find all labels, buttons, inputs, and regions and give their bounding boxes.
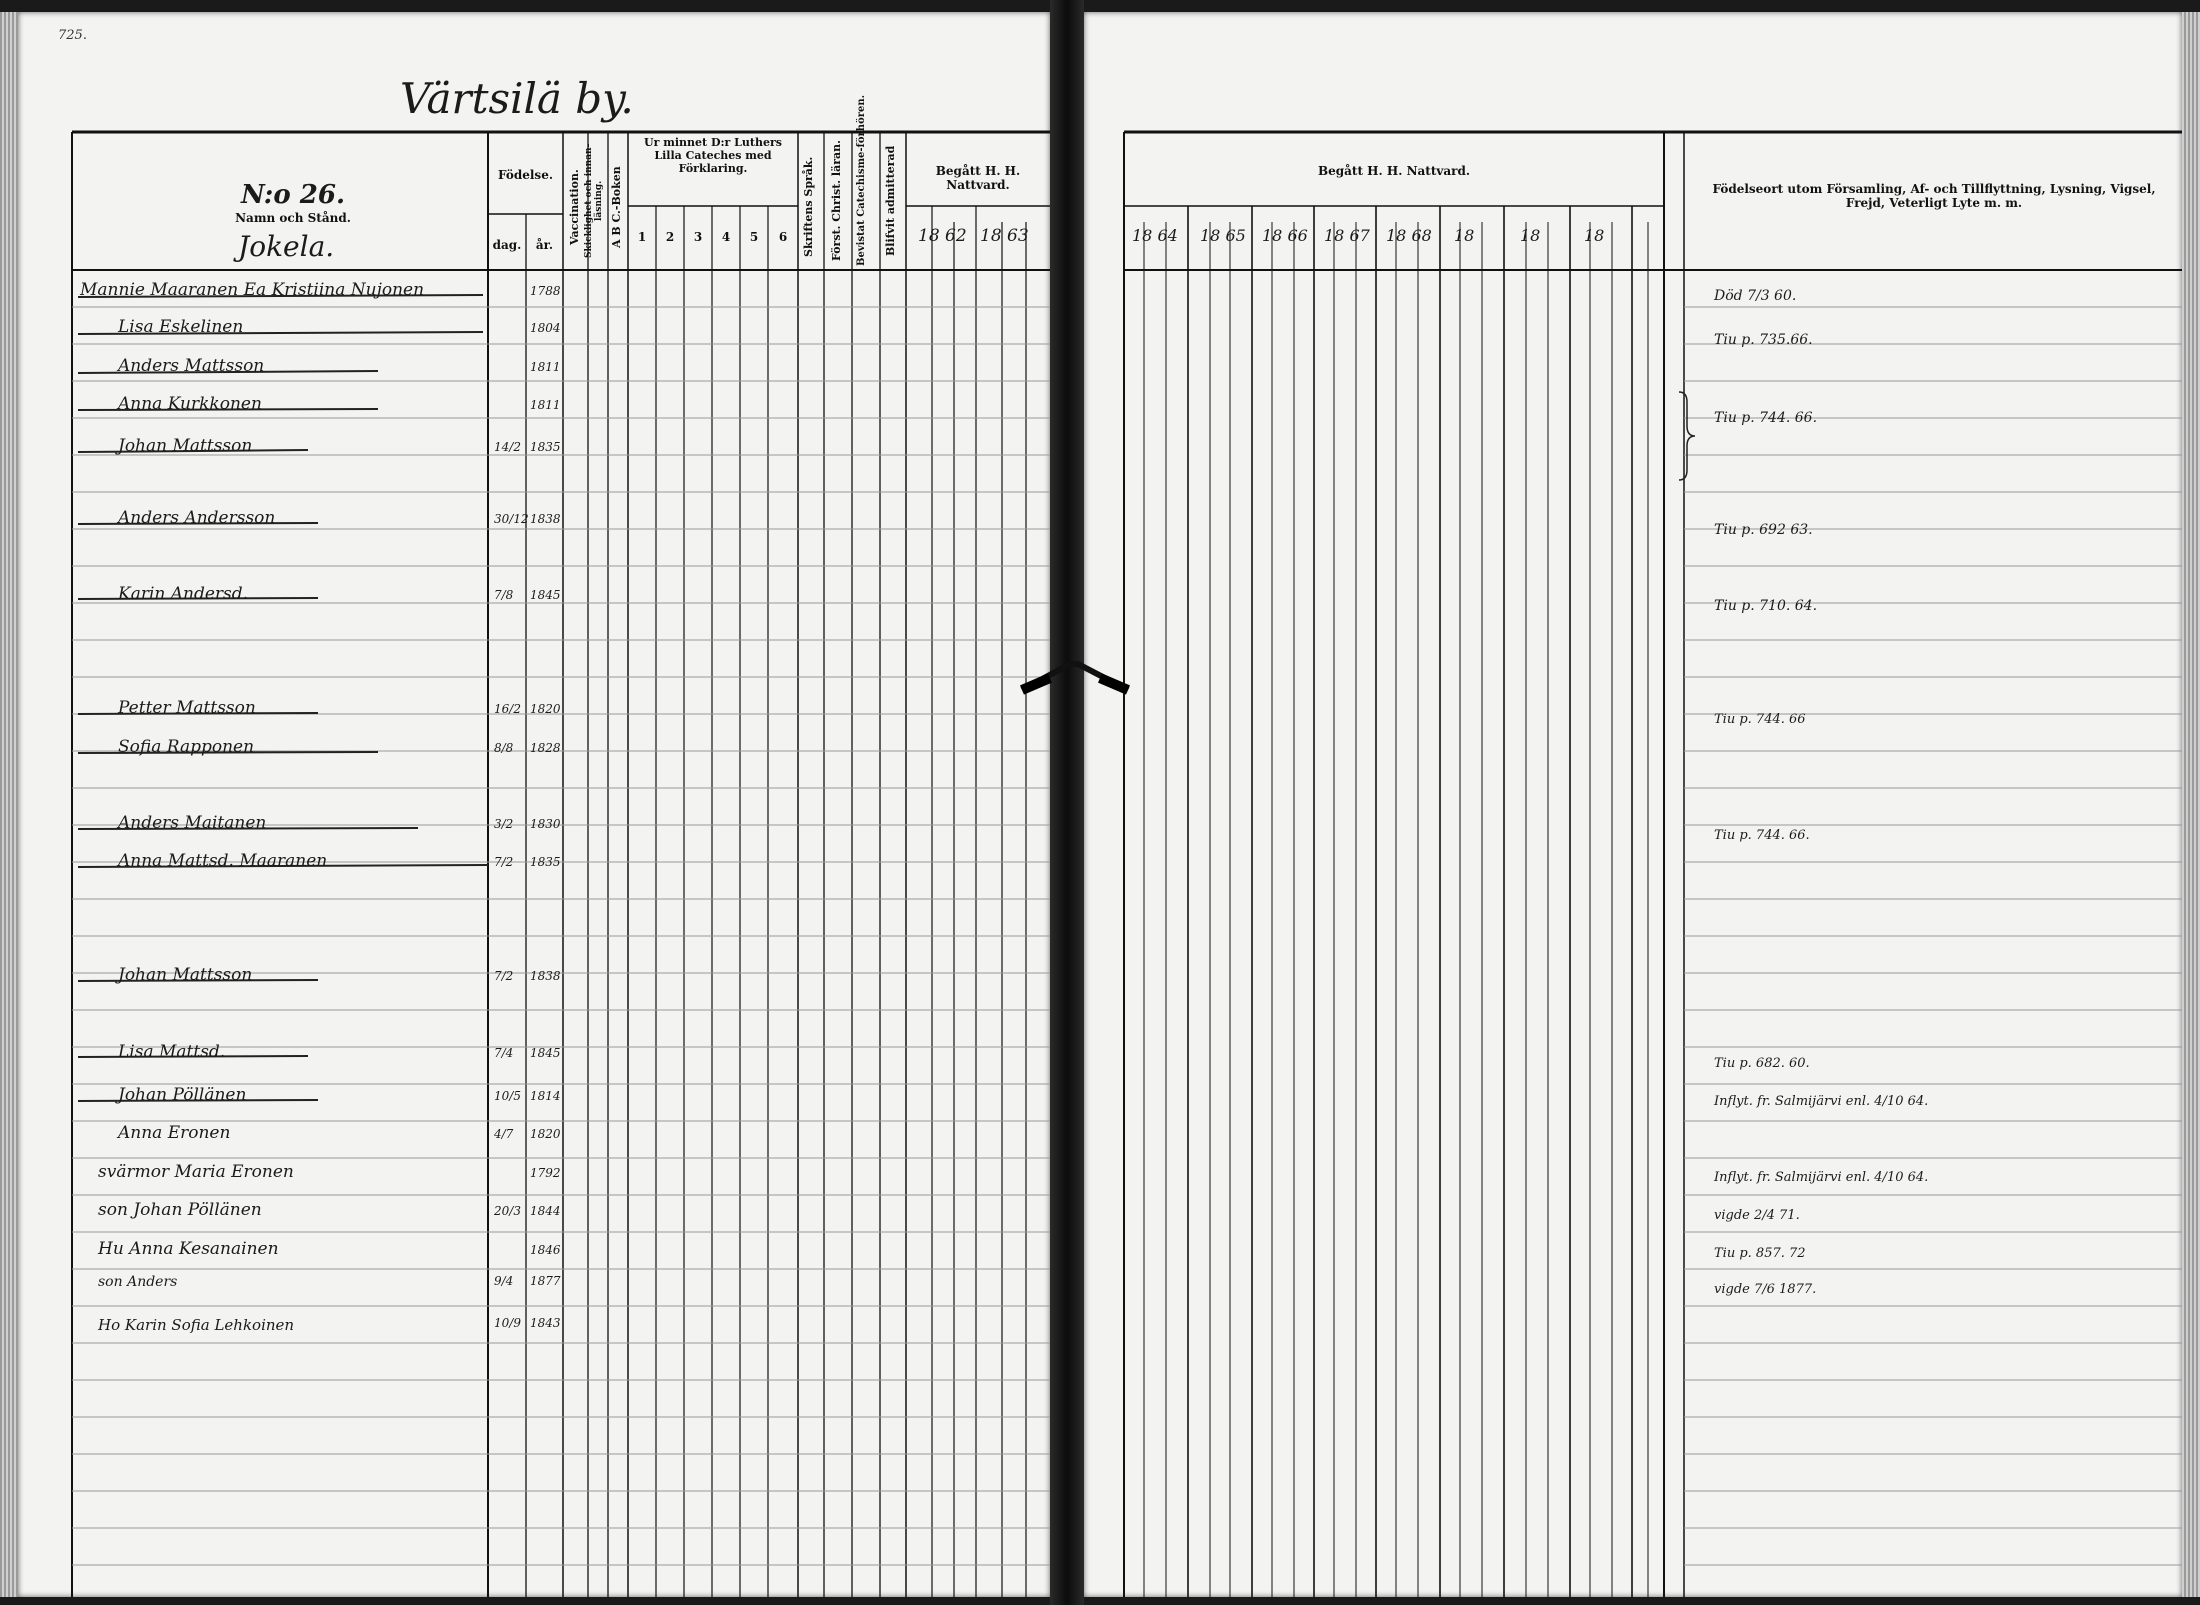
birth-day: 7/2: [494, 969, 514, 983]
birth-day: 7/8: [494, 588, 514, 602]
person-name: Petter Mattsson: [118, 698, 256, 718]
birth-year: 1830: [530, 817, 561, 831]
communion-header-left: Begått H. H. Nattvard.: [935, 164, 1021, 193]
birth-year: 1820: [530, 1127, 561, 1141]
catechism-col-5: 5: [749, 230, 759, 244]
birth-year: 1838: [530, 512, 561, 526]
person-name: Anders Maitanen: [118, 813, 267, 833]
birth-year: 1845: [530, 1046, 561, 1060]
name-column-header: [218, 180, 368, 226]
person-name: Mannie Maaranen Ea Kristiina Nujonen: [80, 280, 425, 300]
person-name: Sofia Rapponen: [118, 737, 255, 757]
note-text: Tiu p. 744. 66: [1714, 712, 1806, 727]
birth-year: 1835: [530, 855, 561, 869]
note-text: vigde 7/6 1877.: [1714, 1282, 1817, 1297]
note-text: Tiu p. 744. 66.: [1714, 410, 1818, 426]
note-text: Tiu p. 744. 66.: [1714, 828, 1810, 843]
year-1867: 18 67: [1324, 226, 1370, 245]
birth-day-header: dag.: [492, 238, 522, 252]
birth-year-header: år.: [535, 238, 554, 252]
person-name: Johan Mattsson: [118, 436, 253, 456]
person-name: Johan Mattsson: [118, 965, 253, 985]
note-text: Inflyt. fr. Salmijärvi enl. 4/10 64.: [1714, 1094, 1929, 1109]
person-name: Anna Mattsd. Maaranen: [118, 851, 328, 871]
birth-year: 1835: [530, 440, 561, 454]
birth-year: 1814: [530, 1089, 561, 1103]
birth-day: 3/2: [494, 817, 514, 831]
birth-day: 4/7: [494, 1127, 514, 1141]
birth-day: 14/2: [494, 440, 521, 454]
person-name: Lisa Eskelinen: [118, 317, 244, 337]
person-name: Hu Anna Kesanainen: [98, 1239, 279, 1259]
birth-year: 1843: [530, 1316, 561, 1330]
birth-day: 30/12: [494, 512, 529, 526]
notes-header: Födelseort utom Församling, Af- och Tillflyttning, Lysning, Vigsel, Frejd, Veterligt Lyte m. m.: [1712, 182, 2156, 211]
birth-day: 7/2: [494, 855, 514, 869]
birth-year: 1846: [530, 1243, 561, 1257]
village-title: Värtsilä by.: [400, 74, 634, 123]
bookmark-clip-icon: [1020, 650, 1130, 710]
person-name: Anna Eronen: [118, 1123, 231, 1143]
note-text: Tiu p. 735.66.: [1714, 332, 1813, 348]
birth-day: 20/3: [494, 1204, 521, 1218]
catechism-col-1: 1: [637, 230, 647, 244]
person-name: Karin Andersd.: [118, 584, 249, 604]
person-name: son Anders: [98, 1274, 178, 1290]
catechism-exam-header: Bevistat Catechisme-förhören.: [856, 94, 867, 266]
person-name: Johan Pöllänen: [118, 1085, 247, 1105]
birth-day: 10/9: [494, 1316, 521, 1330]
year-blank-1: 18: [1454, 226, 1475, 245]
communion-header-right: Begått H. H. Nattvard.: [1317, 164, 1471, 178]
christian-doctrine-header: Först. Christ. läran.: [830, 140, 843, 262]
person-name: Ho Karin Sofia Lehkoinen: [98, 1316, 295, 1334]
page-number: 725.: [58, 28, 87, 43]
birth-year: 1811: [530, 360, 561, 374]
birth-year: 1804: [530, 321, 561, 335]
birth-year: 1877: [530, 1274, 561, 1288]
person-name: Anders Mattsson: [118, 356, 265, 376]
left-register-page: [18, 12, 1050, 1597]
year-1866: 18 66: [1262, 226, 1308, 245]
person-name: Anders Andersson: [118, 508, 276, 528]
birth-year: 1811: [530, 398, 561, 412]
note-text: Tiu p. 682. 60.: [1714, 1056, 1810, 1071]
year-blank-2: 18: [1520, 226, 1541, 245]
catechism-header: Ur minnet D:r Luthers Lilla Cateches med Förklaring.: [644, 136, 782, 176]
person-name: Anna Kurkkonen: [118, 394, 262, 414]
year-1863: 18 63: [980, 226, 1029, 246]
person-name: Lisa Mattsd.: [118, 1042, 226, 1062]
abc-book-header: A B C.-Boken: [610, 166, 623, 248]
year-1868: 18 68: [1386, 226, 1432, 245]
birth-year: 1844: [530, 1204, 561, 1218]
note-text: Tiu p. 857. 72: [1714, 1246, 1806, 1261]
birth-day: 10/5: [494, 1089, 521, 1103]
household-name: Jokela.: [238, 230, 335, 263]
page-edge-right: [2182, 12, 2200, 1597]
birth-day: 7/4: [494, 1046, 514, 1060]
year-1862: 18 62: [918, 226, 967, 246]
birth-year: 1820: [530, 702, 561, 716]
admitted-header: Blifvit admitterad: [884, 145, 897, 257]
birth-year: 1788: [530, 284, 561, 298]
right-register-page: [1084, 12, 2182, 1597]
scripture-header: Skriftens Språk.: [802, 156, 815, 258]
reading-header: Skicklighet och innan-läsning.: [584, 143, 604, 259]
note-text: Tiu p. 692 63.: [1714, 522, 1813, 538]
catechism-col-2: 2: [665, 230, 675, 244]
person-name: son Johan Pöllänen: [98, 1200, 262, 1220]
note-text: Inflyt. fr. Salmijärvi enl. 4/10 64.: [1714, 1170, 1929, 1185]
birth-day: 8/8: [494, 741, 514, 755]
catechism-col-4: 4: [721, 230, 731, 244]
birth-day: 16/2: [494, 702, 521, 716]
book-gutter: [1050, 0, 1084, 1605]
birth-year: 1828: [530, 741, 561, 755]
vaccination-header: Vaccination.: [568, 169, 581, 245]
birth-year: 1792: [530, 1166, 561, 1180]
right-table-grid: [1084, 12, 2182, 1597]
page-edge-left: [0, 12, 18, 1597]
note-text: Tiu p. 710. 64.: [1714, 598, 1818, 614]
person-name: svärmor Maria Eronen: [98, 1162, 294, 1182]
catechism-col-6: 6: [778, 230, 788, 244]
birth-year: 1838: [530, 969, 561, 983]
household-number: N:o 26.: [240, 180, 346, 210]
year-1865: 18 65: [1200, 226, 1246, 245]
birth-day: 9/4: [494, 1274, 514, 1288]
name-and-status-label: Namn och Stånd.: [235, 211, 351, 226]
year-blank-3: 18: [1584, 226, 1605, 245]
birth-header: Födelse.: [497, 168, 554, 182]
catechism-col-3: 3: [693, 230, 703, 244]
birth-year: 1845: [530, 588, 561, 602]
note-text: vigde 2/4 71.: [1714, 1208, 1800, 1223]
year-1864: 18 64: [1132, 226, 1178, 245]
note-text: Död 7/3 60.: [1714, 288, 1797, 304]
